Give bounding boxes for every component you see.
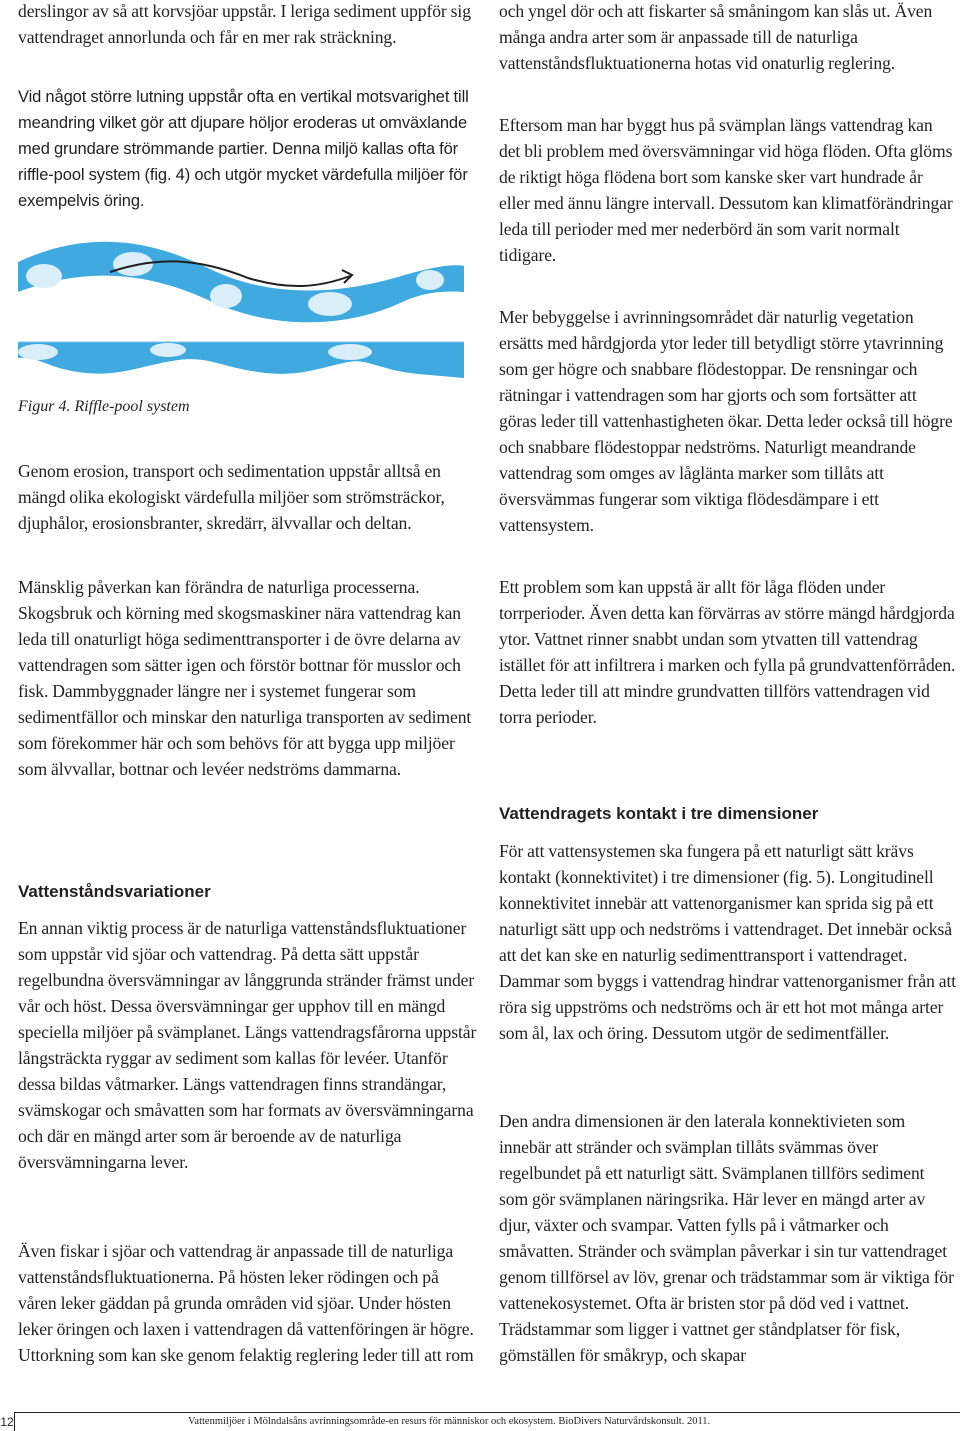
footer-rule-vertical — [14, 1412, 15, 1431]
riffle-patch — [308, 292, 352, 316]
paragraph-mansklig-paverkan: Mänsklig påverkan kan förändra de naturliga processerna. Skogsbruk och körning med skogsmaskiner nära vattendrag kan leda till onaturligt höga sedimenttransporter i de övre delarna av vattendragen som sätter igen och förstör bottnar för musslor och fisk. Dammbyggnader längre ner i systemet fungerar som sedimentfällor och minskar den naturliga transporten av sediment som förekommer här och som behövs för att bygga upp miljöer som älvvallar, bottnar och levéer nedströms dammarna. — [18, 577, 472, 779]
profile-section — [18, 342, 464, 378]
riffle-patch — [150, 343, 186, 357]
heading-kontakt-tre-dimensioner: Vattendragets kontakt i tre dimensioner — [499, 804, 819, 823]
upper-channel-water — [18, 242, 464, 323]
paragraph-erosion: Genom erosion, transport och sedimentation uppstår alltså en mängd olika ekologiskt värdefulla miljöer som strömsträckor, djuphålor, erosionsbranter, skredärr, älvvallar och deltan. — [18, 461, 445, 533]
riffle-pool-figure — [18, 238, 464, 380]
paragraph-lateral: Den andra dimensionen är den laterala konnektivieten som innebär att stränder och svämplan tillåts svämmas över regelbundet på ett naturligt sätt. Svämplanen tillförs sediment som gör svämplanen näringsrika. Här lever en mängd arter av djur, växter och svampar. Vatten fylls på i våtmarker och småvatten. Stränder och svämplan påverkar i sin tur vattendraget genom tillförsel av löv, grenar och trädstammar som är viktiga för vattenekosystemet. Ofta är bristen stor på död ved i vattnet. Trädstammar som ligger i vattnet ger ståndplatser för fisk, gömställen för småkryp, och skapar — [499, 1111, 954, 1365]
riffle-patch — [328, 344, 372, 360]
paragraph-continuation: och yngel dör och att fiskarter så småningom kan slås ut. Även många andra arter som är anpassade till de naturliga vattenståndsfluktuationerna hotas vid onaturlig reglering. — [499, 1, 933, 73]
paragraph-bebyggelse: Mer bebyggelse i avrinningsområdet där naturlig vegetation ersätts med hårdgjorda ytor leder till betydligt större ytavrinning som ger högre och snabbare flödestoppar. De rensningar och rätningar i vattendragen som har gjorts och som fortsätter att göras leder till vattenhastigheten ökar. Detta leder också till högre och snabbare flödestoppar nedströms. Naturligt meandrande vattendrag som omges av låglänta marker som tillåts att översvämmas fungerar som viktiga flödesdämpare i ett vattensystem. — [499, 307, 953, 535]
paragraph-laga-floden: Ett problem som kan uppstå är allt för låga flöden under torrperioder. Även detta kan förvärras av större mängd hårdgjorda ytor. Vattnet rinner snabbt undan som ytvatten till vattendrag istället för att infiltrera i marken och fylla på grundvattenförråden. Detta leder till att mindre grundvatten tillförs vattendragen vid torra perioder. — [499, 577, 956, 727]
riffle-patch — [26, 264, 62, 288]
riffle-patch — [18, 344, 58, 360]
paragraph-fiskar: Även fiskar i sjöar och vattendrag är anpassade till de naturliga vattenståndsfluktuationerna. På hösten leker rödingen och på våren leker gäddan på grunda områden vid sjöar. Under hösten leker öringen och laxen i vattendragen då vattenföringen är högre. Uttorkning som kan ske genom felaktig reglering leder till att rom — [18, 1241, 474, 1365]
riffle-patch — [416, 270, 444, 290]
longitudinal-profile-water — [18, 342, 464, 378]
upper-stream-channel — [18, 242, 464, 323]
footer-citation: Vattenmiljöer i Mölndalsåns avrinningsområde-en resurs för människor och ekosystem. BioDivers Naturvårdskonsult. 2011. — [188, 1416, 711, 1427]
paragraph-vattenstand: En annan viktig process är de naturliga vattenståndsfluktuationer som uppstår vid sjöar och vattendrag. På detta sätt uppstår regelbundna översvämningar av långgrunda stränder främst under vår och höst. Dessa översvämningar ger upphov till en mängd speciella miljöer på svämplanet. Längs vattendragsfårorna uppstår långsträckta ryggar av sediment som kallas för levéer. Utanför dessa bildas våtmarker. Längs vattendragen finns strandängar, svämskogar och småvatten som har formats av översvämningarna och där en mängd arter som är beroende av de naturliga översvämningarna lever. — [18, 918, 477, 1172]
paragraph-intro-end: derslingor av så att korvsjöar uppstår. I leriga sediment uppför sig vattendraget annorlunda och får en mer rak sträckning. — [18, 1, 471, 47]
paragraph-riffle-pool: Vid något större lutning uppstår ofta en vertikal motsvarighet till meandring vilket gör att djupare höljor eroderas ut omväxlande med grundare strömmande partier. Denna miljö kallas ofta för riffle-pool system (fig. 4) och utgör mycket värdefulla miljöer för exempelvis öring. — [18, 88, 469, 210]
heading-vattenstandsvariationer: Vattenståndsvariationer — [18, 882, 211, 901]
paragraph-kontakt: För att vattensystemen ska fungera på ett naturligt sätt krävs kontakt (konnektivitet) i tre dimensioner (fig. 5). Longitudinell konnektivitet innebär att vattenorganismer kan sprida sig på ett naturligt sätt upp och nedströms i vattendraget. Det innebär också att det kan ske en naturlig sedimenttransport i vattendraget. Dammar som byggs i vattendrag hindrar vattenorganismer från att röra sig uppströms och nedströms och är ett hot mot många arter som ål, lax och öring. Dessutom utgör de sedimentfäller. — [499, 841, 957, 1043]
riffle-patch — [210, 284, 242, 308]
page-number: 12 — [0, 1415, 14, 1429]
figure-caption: Figur 4. Riffle-pool system — [18, 398, 190, 415]
paragraph-hus-svamplan: Eftersom man har byggt hus på svämplan längs vattendrag kan det bli problem med översvämningar vid höga flöden. Ofta glöms de riktigt höga flödena bort som kanske sker vart hundrade år eller med ännu längre intervall. Dessutom kan klimatförändringar leda till perioder med mer nederbörd än som varit normalt tidigare. — [499, 115, 953, 265]
footer-rule — [14, 1412, 960, 1413]
